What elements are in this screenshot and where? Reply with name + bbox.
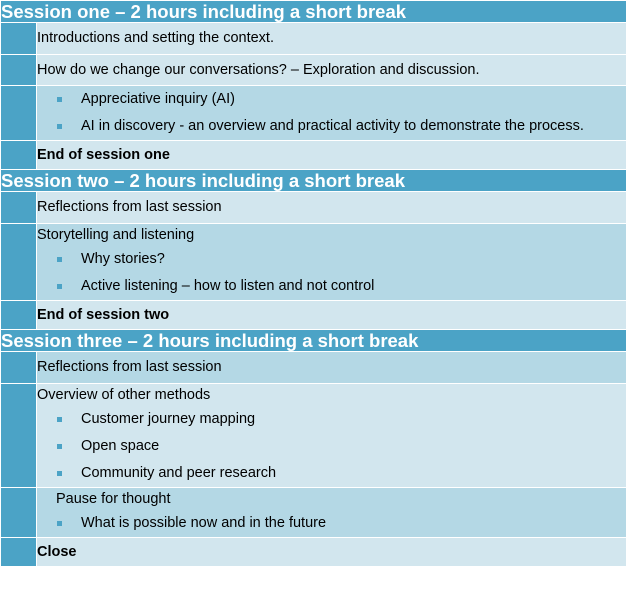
- agenda-item: [37, 192, 627, 224]
- list-item: [37, 433, 626, 460]
- session-header: [1, 1, 627, 23]
- row-marker: [1, 23, 37, 55]
- agenda-item: [37, 384, 627, 488]
- list-item-text: Appreciative inquiry (AI): [81, 91, 235, 107]
- session-end-text: End of session two: [37, 307, 170, 323]
- agenda-row: [1, 384, 627, 488]
- agenda-item-text: Introductions and setting the context.: [37, 30, 274, 46]
- bullet-list: [37, 406, 626, 487]
- row-marker: [1, 301, 37, 330]
- session-title: Session two – 2 hours including a short break: [1, 170, 627, 192]
- square-bullet-icon: [57, 444, 62, 449]
- agenda-item-text: Pause for thought: [56, 491, 171, 507]
- agenda-item-text: How do we change our conversations? – Exploration and discussion.: [37, 62, 480, 78]
- agenda-row: [1, 86, 627, 141]
- square-bullet-icon: [57, 284, 62, 289]
- agenda-row: [1, 538, 627, 567]
- agenda-item-text: Overview of other methods: [37, 387, 211, 403]
- row-marker: [1, 55, 37, 86]
- agenda-item: [37, 352, 627, 384]
- row-marker: [1, 352, 37, 384]
- session-title: Session one – 2 hours including a short break: [1, 1, 627, 23]
- row-marker: [1, 488, 37, 538]
- agenda-row: [1, 23, 627, 55]
- list-item-text: What is possible now and in the future: [81, 515, 327, 531]
- agenda-item: [37, 224, 627, 301]
- agenda-item: [37, 488, 627, 538]
- list-item: [37, 460, 626, 487]
- agenda-item: [37, 86, 627, 141]
- bullet-list: [37, 86, 626, 140]
- agenda-row: [1, 192, 627, 224]
- list-item: [37, 246, 626, 273]
- row-marker: [1, 192, 37, 224]
- row-marker: [1, 141, 37, 170]
- agenda-item: [37, 538, 627, 567]
- close-text: Close: [37, 544, 77, 560]
- agenda-row: [1, 301, 627, 330]
- session-end-text: End of session one: [37, 147, 170, 163]
- list-item: [37, 510, 626, 537]
- square-bullet-icon: [57, 521, 62, 526]
- list-item: [37, 273, 626, 300]
- list-item-text: Open space: [81, 438, 160, 454]
- session-header: [1, 330, 627, 352]
- agenda-row: [1, 488, 627, 538]
- square-bullet-icon: [57, 257, 62, 262]
- row-marker: [1, 224, 37, 301]
- list-item: [37, 113, 626, 140]
- agenda-item: [37, 23, 627, 55]
- agenda-item: [37, 55, 627, 86]
- session-header: [1, 170, 627, 192]
- square-bullet-icon: [57, 124, 62, 129]
- list-item-text: Why stories?: [81, 251, 165, 267]
- bullet-list: [37, 246, 626, 300]
- list-item-text: Customer journey mapping: [81, 411, 256, 427]
- agenda-row: [1, 224, 627, 301]
- agenda-item-text: Reflections from last session: [37, 359, 222, 375]
- agenda-item-text: Reflections from last session: [37, 199, 222, 215]
- agenda-item: [37, 141, 627, 170]
- list-item-text: Community and peer research: [81, 465, 277, 481]
- row-marker: [1, 86, 37, 141]
- agenda-item-text: Storytelling and listening: [37, 227, 195, 243]
- agenda-item: [37, 301, 627, 330]
- list-item-text: AI in discovery - an overview and practical activity to demonstrate the process.: [81, 118, 584, 134]
- agenda-row: [1, 141, 627, 170]
- square-bullet-icon: [57, 97, 62, 102]
- row-marker: [1, 538, 37, 567]
- square-bullet-icon: [57, 471, 62, 476]
- square-bullet-icon: [57, 417, 62, 422]
- list-item: [37, 86, 626, 113]
- list-item: [37, 406, 626, 433]
- row-marker: [1, 384, 37, 488]
- session-title: Session three – 2 hours including a short break: [1, 330, 627, 352]
- agenda-row: [1, 352, 627, 384]
- bullet-list: [37, 510, 626, 537]
- list-item-text: Active listening – how to listen and not control: [81, 278, 375, 294]
- agenda-row: [1, 55, 627, 86]
